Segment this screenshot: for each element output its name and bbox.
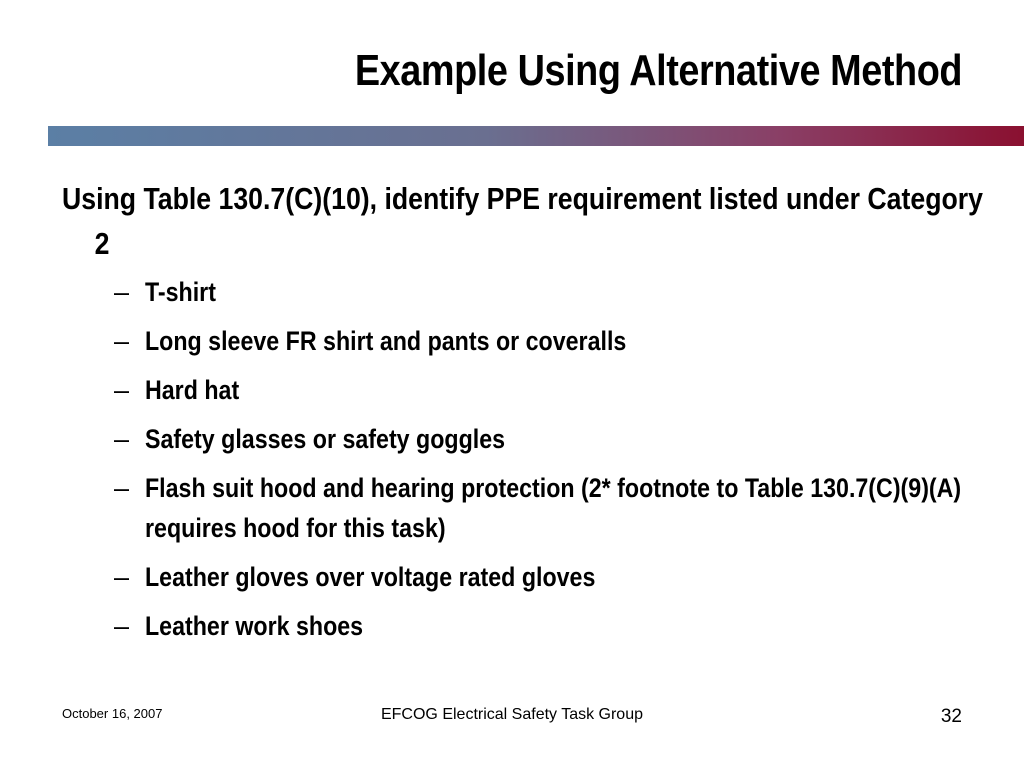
main-bullet: Using Table 130.7(C)(10), identify PPE requirement listed under Category 2 — [62, 181, 983, 261]
sub-bullet-item — [62, 606, 1024, 646]
sub-bullet-list — [62, 272, 962, 646]
sub-bullet-item — [62, 272, 1024, 312]
bullet-dash: – — [114, 611, 130, 641]
sub-bullet-text: Safety glasses or safety goggles — [145, 424, 506, 454]
slide-title: Example Using Alternative Method — [354, 46, 962, 95]
sub-bullet-text: Leather work shoes — [145, 611, 364, 641]
sub-bullet-item — [62, 370, 1024, 410]
bullet-dash: – — [114, 375, 130, 405]
sub-bullet-text: Flash suit hood and hearing protection (2* footnote to Table 130.7(C)(9)(A) requires hood for this task) — [145, 473, 962, 543]
sub-bullet-text: Hard hat — [145, 375, 240, 405]
slide-body — [62, 176, 983, 655]
bullet-dash: – — [114, 326, 130, 356]
bullet-dash: – — [114, 277, 130, 307]
sub-bullet-item — [62, 419, 1024, 459]
sub-bullet-item — [62, 321, 1024, 361]
bullet-dash: – — [114, 562, 130, 592]
sub-bullet-text: T-shirt — [145, 277, 216, 307]
sub-bullet-item — [62, 557, 1024, 597]
sub-bullet-item — [62, 468, 1024, 548]
bullet-dash: – — [114, 424, 130, 454]
page-number: 32 — [940, 706, 962, 727]
sub-bullet-text: Leather gloves over voltage rated gloves — [145, 562, 596, 592]
footer-organization: EFCOG Electrical Safety Task Group — [380, 706, 643, 723]
bullet-dash: – — [114, 473, 130, 503]
sub-bullet-text: Long sleeve FR shirt and pants or coveralls — [145, 326, 627, 356]
footer-date: October 16, 2007 — [62, 706, 163, 721]
title-divider-bar — [48, 126, 1024, 146]
